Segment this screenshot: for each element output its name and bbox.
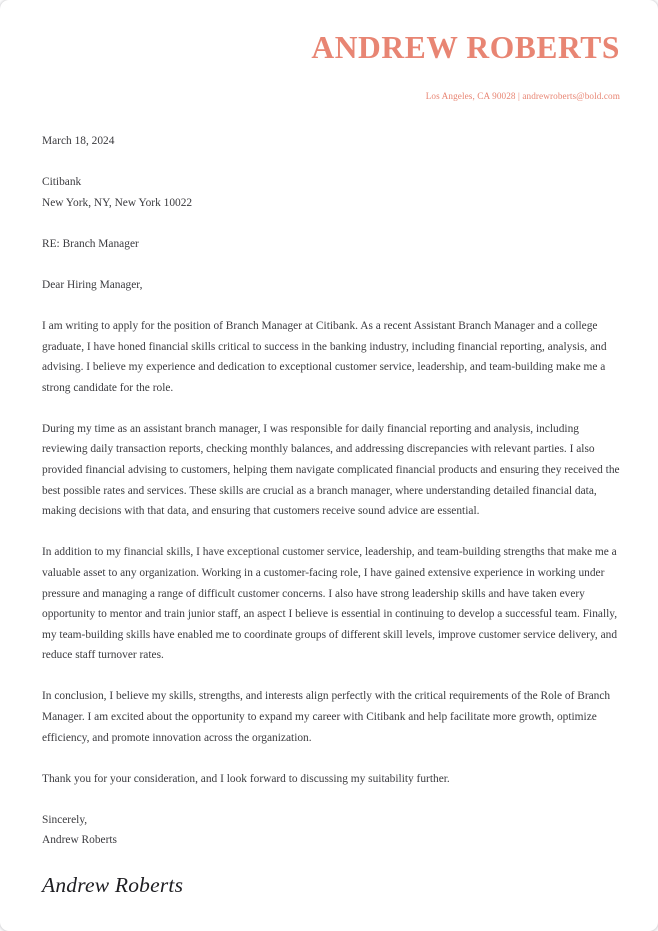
letter-date: March 18, 2024 <box>42 135 115 148</box>
letter-body <box>42 101 620 896</box>
letter-content-area <box>42 0 620 931</box>
valediction: Sincerely, <box>42 813 88 826</box>
contact-info-line: Los Angeles, CA 90028 | andrewroberts@bold.com <box>425 91 620 102</box>
signature: Andrew Roberts <box>42 872 184 897</box>
sender-name: Andrew Roberts <box>42 834 117 847</box>
salutation: Dear Hiring Manager, <box>42 278 143 291</box>
body-paragraph: In addition to my financial skills, I have exceptional customer service, leadership, and team-building strengths that make me a valuable asset to any organization. Working in a customer-facing role, I have gained extensive experience in working under pressure and managing a range of difficult customer concerns. I also have strong leadership skills and have taken every opportunity to mentor and train junior staff, an aspect I believe is essential in continuing to develop a successful team. Finally, my team-building skills have enabled me to coordinate groups of different skill levels, improve customer service delivery, and reduce staff turnover rates. <box>42 546 618 662</box>
letter-header <box>42 0 620 101</box>
body-paragraph: I am writing to apply for the position of Branch Manager at Citibank. As a recent Assistant Branch Manager and a college graduate, I have honed financial skills critical to success in the banking industry, including financial reporting, analysis, and advising. I believe my experience and dedication to exceptional customer service, leadership, and team-building make me a strong candidate for the role. <box>42 319 607 394</box>
page-title: ANDREW ROBERTS <box>311 30 620 65</box>
recipient-address-block <box>42 172 620 213</box>
recipient-company: Citibank <box>42 176 82 189</box>
body-paragraph: Thank you for your consideration, and I look forward to discussing my suitability further. <box>42 772 450 785</box>
recipient-address: New York, NY, New York 10022 <box>42 196 193 209</box>
subject-line: RE: Branch Manager <box>42 237 139 250</box>
body-paragraph: In conclusion, I believe my skills, strengths, and interests align perfectly with the critical requirements of the Role of Branch Manager. I am excited about the opportunity to expand my career with Citibank and help facilitate more growth, optimize efficiency, and promote innovation across the organization. <box>42 690 611 744</box>
body-paragraph: During my time as an assistant branch manager, I was responsible for daily financial reporting and analysis, including reviewing daily transaction reports, checking monthly balances, and addressing discrepancies with relevant parties. I also provided financial advising to customers, helping them navigate complicated financial products and ensuring they received the best possible rates and services. These skills are crucial as a branch manager, where understanding detailed financial data, making decisions with that data, and ensuring that customers receive sound advice are essential. <box>42 422 620 518</box>
closing-block <box>42 810 620 851</box>
